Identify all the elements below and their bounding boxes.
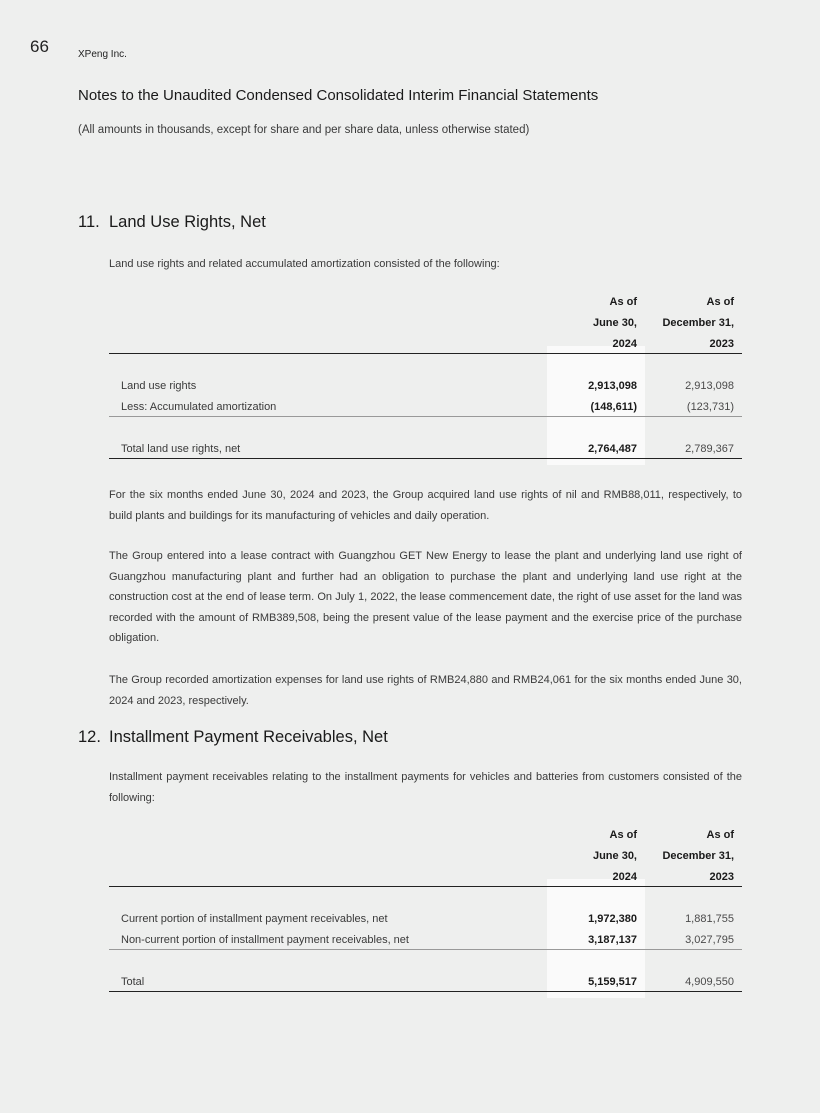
column-header-line: December 31, — [662, 317, 734, 329]
land-use-rights-table — [109, 292, 742, 465]
value-2023: 2,789,367 — [685, 443, 734, 455]
column-header-line: June 30, — [592, 317, 637, 329]
document-title: Notes to the Unaudited Condensed Consolidated Interim Financial Statements — [78, 87, 599, 104]
row-label: Less: Accumulated amortization — [121, 401, 277, 413]
column-header-line: December 31, — [662, 850, 734, 862]
column-header-line: 2023 — [709, 871, 734, 883]
value-2024: 5,159,517 — [588, 976, 637, 988]
row-label: Total — [121, 976, 145, 988]
section-11-paragraph: The Group entered into a lease contract with Guangzhou GET New Energy to lease the plant and underlying land use right of Guangzhou manufacturing plant and further had an obligation to purchase the plant and underlying land use right at the construction cost at the end of lease term. On July 1, 2022, the lease commencement date, the right of use asset for the land was recorded with the amount of RMB389,508, being the present value of the lease payment and the exercise price of the purchase obligation. — [109, 550, 742, 645]
section-11-heading — [78, 213, 266, 232]
value-2024: (148,611) — [590, 401, 637, 413]
column-header-line: June 30, — [592, 850, 637, 862]
section-11-paragraph: The Group recorded amortization expenses for land use rights of RMB24,880 and RMB24,061 for the six months ended June 30, 2024 and 2023, respectively. — [109, 674, 742, 707]
section-11-paragraph: For the six months ended June 30, 2024 and 2023, the Group acquired land use rights of nil and RMB88,011, respectively, to build plants and buildings for its manufacturing of vehicles and daily operation. — [109, 489, 742, 522]
value-2024: 1,972,380 — [588, 913, 637, 925]
section-title: Installment Payment Receivables, Net — [109, 728, 388, 746]
row-label: Non-current portion of installment payment receivables, net — [121, 934, 409, 946]
value-2024: 2,913,098 — [588, 380, 637, 392]
page-number: 66 — [30, 37, 49, 56]
row-label: Land use rights — [121, 380, 197, 392]
header-rule — [109, 353, 742, 354]
row-label: Total land use rights, net — [121, 443, 241, 455]
subtotal-rule — [109, 949, 742, 950]
value-2024: 2,764,487 — [588, 443, 637, 455]
total-rule — [109, 458, 742, 459]
section-12-intro: Installment payment receivables relating to the installment payments for vehicles and batteries from customers consisted of the following: — [109, 771, 742, 804]
column-header-line: 2024 — [612, 871, 637, 883]
company-name: XPeng Inc. — [78, 49, 127, 60]
value-2024: 3,187,137 — [588, 934, 637, 946]
header-rule — [109, 886, 742, 887]
section-number: 12. — [78, 728, 101, 746]
column-header-line: As of — [609, 829, 637, 841]
row-label: Current portion of installment payment receivables, net — [121, 913, 388, 925]
value-2023: 4,909,550 — [685, 976, 734, 988]
section-11-intro: Land use rights and related accumulated amortization consisted of the following: — [109, 258, 500, 270]
installment-receivables-table — [109, 825, 742, 998]
subtotal-rule — [109, 416, 742, 417]
column-header-line: As of — [609, 296, 637, 308]
section-12-heading — [78, 728, 388, 747]
document-subtitle: (All amounts in thousands, except for share and per share data, unless otherwise stated) — [78, 124, 530, 136]
column-header-line: 2023 — [709, 338, 734, 350]
value-2023: 3,027,795 — [685, 934, 734, 946]
column-header-line: 2024 — [612, 338, 637, 350]
section-number: 11. — [78, 213, 100, 231]
value-2023: 2,913,098 — [685, 380, 734, 392]
column-header-line: As of — [706, 296, 734, 308]
value-2023: 1,881,755 — [685, 913, 734, 925]
total-rule — [109, 991, 742, 992]
column-header-line: As of — [706, 829, 734, 841]
value-2023: (123,731) — [686, 401, 734, 413]
section-title: Land Use Rights, Net — [109, 213, 266, 231]
